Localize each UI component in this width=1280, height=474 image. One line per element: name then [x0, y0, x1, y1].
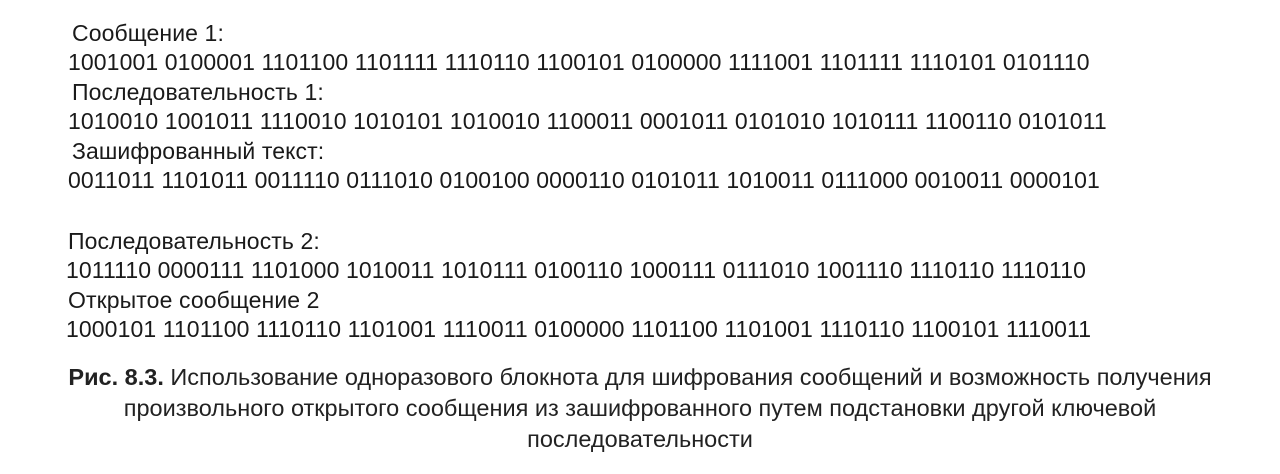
- message-1-bits: 1001001 0100001 1101100 1101111 1110110 1100101 0100000 1111001 1101111 1110101 0101110: [68, 49, 1090, 75]
- message-1-label: Сообщение 1:: [72, 20, 224, 46]
- sequence-2-bits: 1011110 0000111 1101000 1010011 1010111 0100110 1000111 0111010 1001110 1110110 1110110: [66, 257, 1086, 283]
- caption-text: Использование одноразового блокнота для шифрования сообщений и возможность получения произвольного открытого сообщения из зашифрованного путем подстановки другой ключевой последовательности: [123, 364, 1212, 452]
- sequence-1-label: Последовательность 1:: [72, 79, 324, 105]
- ciphertext-label: Зашифрованный текст:: [72, 138, 325, 164]
- sequence-1-bits: 1010010 1001011 1110010 1010101 1010010 1100011 0001011 0101010 1010111 1100110 0101011: [68, 108, 1107, 134]
- sequence-2-label: Последовательность 2:: [68, 228, 320, 254]
- figure-caption: [40, 362, 1240, 455]
- caption-label: Рис. 8.3.: [68, 364, 164, 390]
- plaintext-2-bits: 1000101 1101100 1110110 1101001 1110011 0100000 1101100 1101001 1110110 1100101 1110011: [66, 316, 1092, 342]
- ciphertext-bits: 0011011 1101011 0011110 0111010 0100100 0000110 0101011 1010011 0111000 0010011 0000101: [68, 167, 1100, 193]
- plaintext-2-label: Открытое сообщение 2: [68, 287, 320, 313]
